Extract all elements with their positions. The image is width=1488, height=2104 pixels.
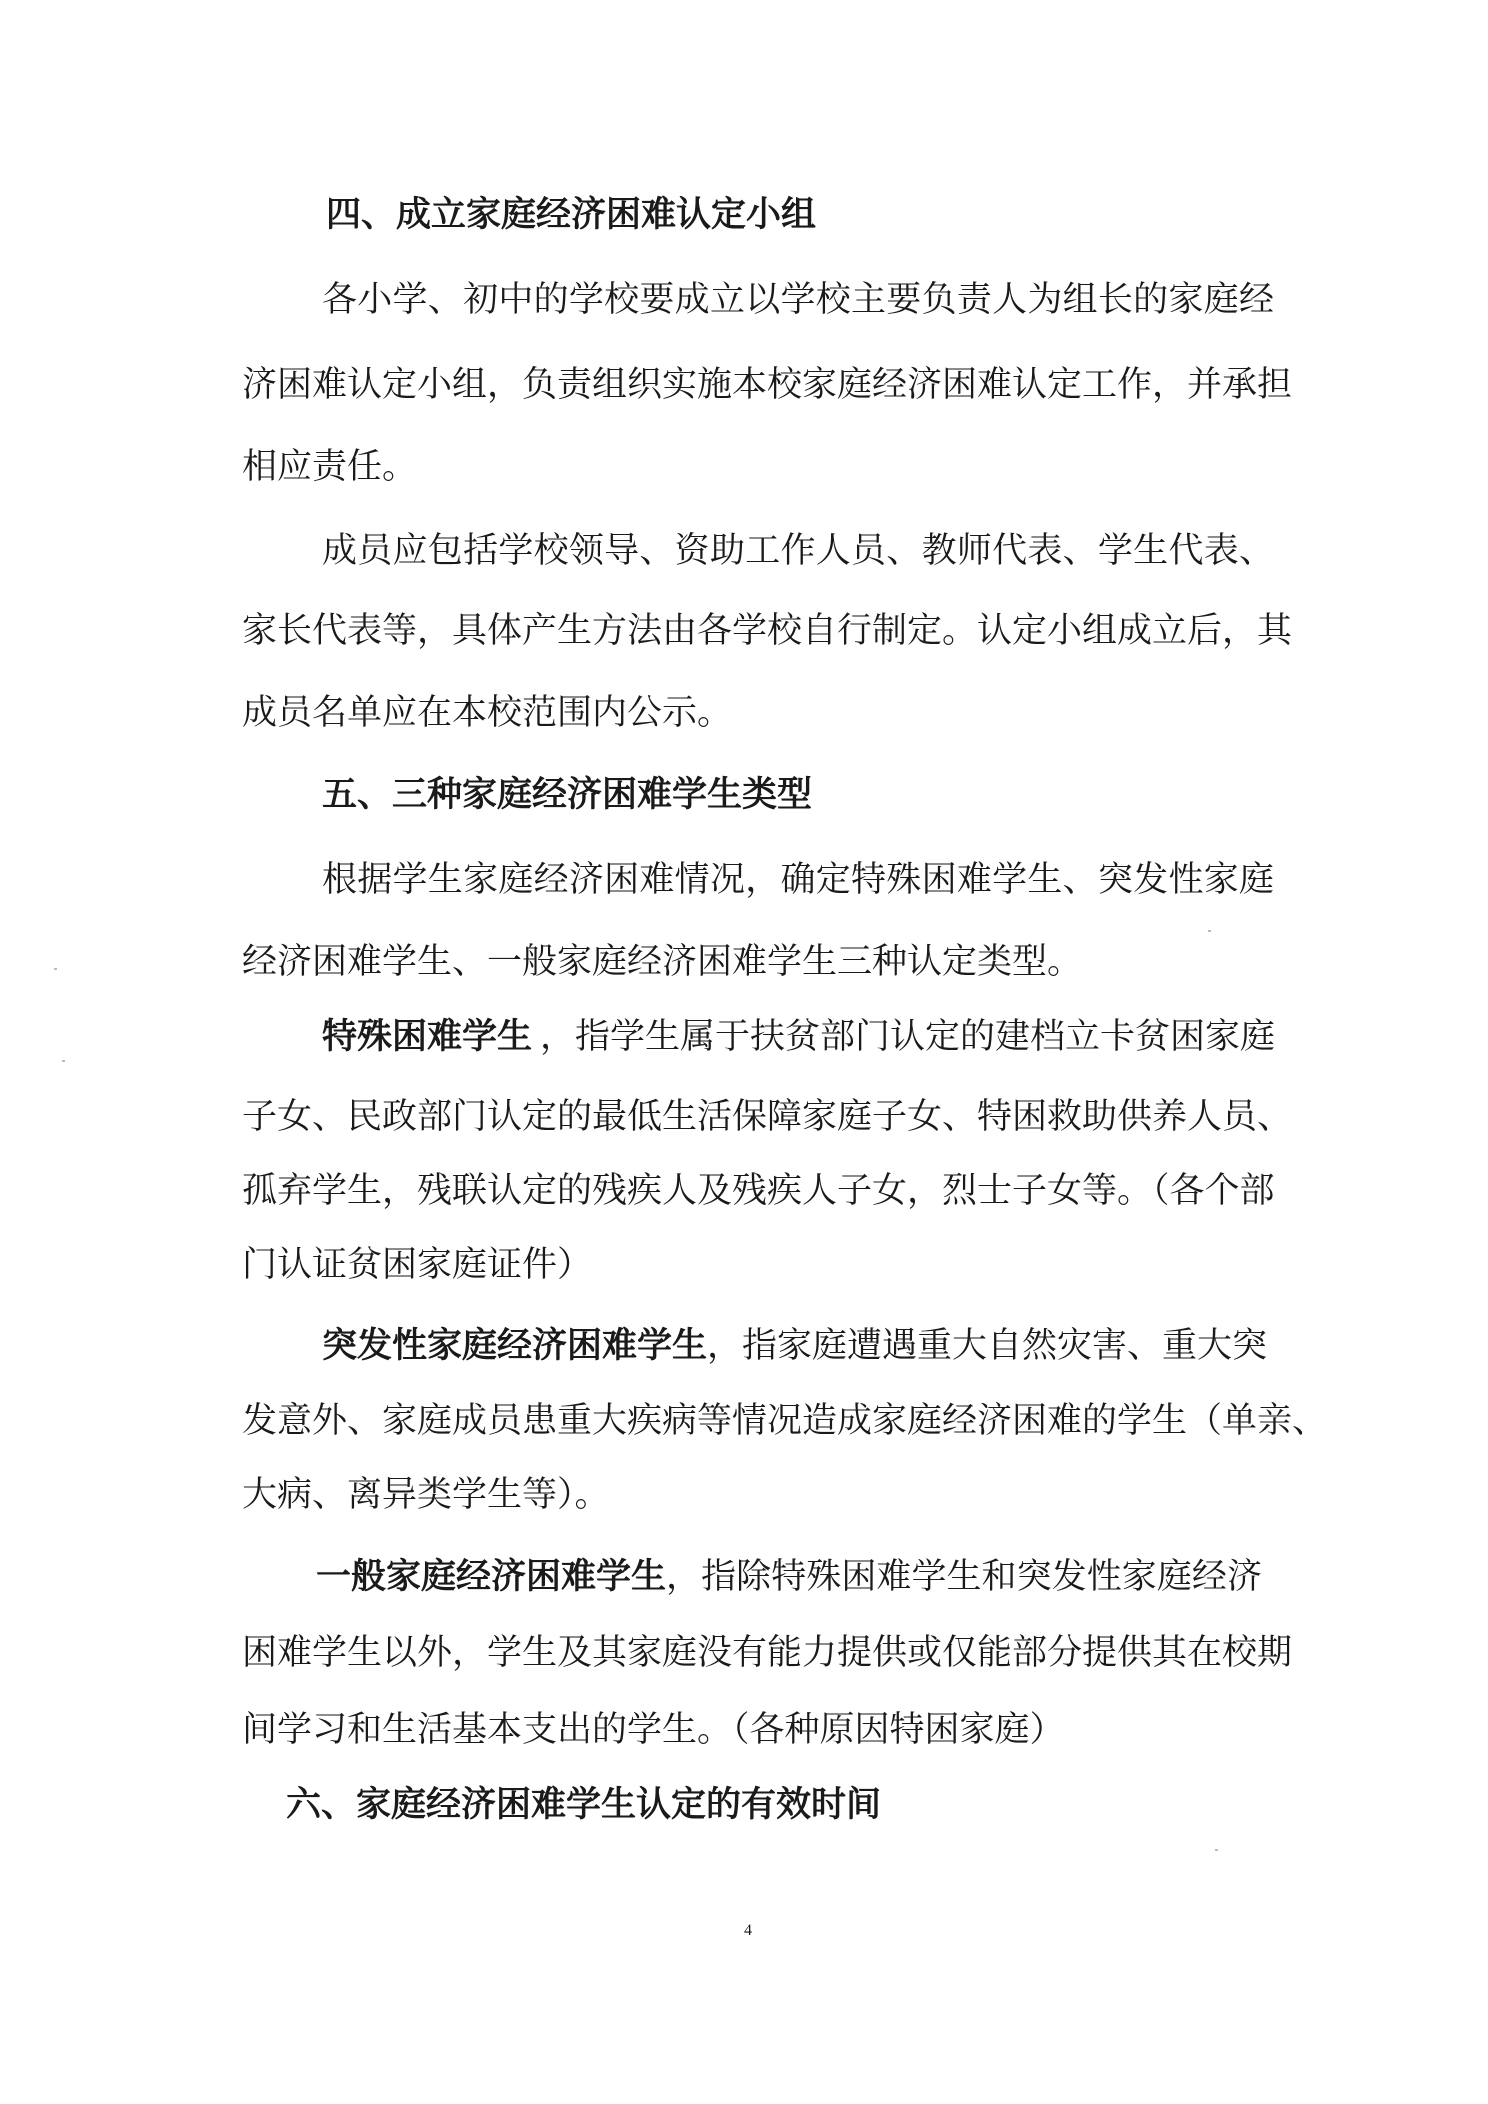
scan-speck <box>1215 1849 1218 1851</box>
paragraph-line: 各小学、初中的学校要成立以学校主要负责人为组长的家庭经 <box>322 280 1274 320</box>
paragraph-text: ，指家庭遭遇重大自然灾害、重大突 <box>707 1326 1268 1366</box>
scan-speck <box>1208 930 1211 932</box>
page-number: 4 <box>744 1922 752 1939</box>
paragraph-line <box>322 1324 1268 1368</box>
paragraph-line: 子女、民政部门认定的最低生活保障家庭子女、特困救助供养人员、 <box>242 1097 1293 1137</box>
paragraph-line: 孤弃学生，残联认定的残疾人及残疾人子女，烈士子女等。（各个部 <box>242 1171 1275 1211</box>
paragraph-line: 门认证贫困家庭证件） <box>242 1245 593 1285</box>
paragraph-line: 成员应包括学校领导、资助工作人员、教师代表、学生代表、 <box>322 531 1274 571</box>
section-heading-6: 六、家庭经济困难学生认定的有效时间 <box>286 1784 882 1825</box>
paragraph-line <box>322 1015 1274 1059</box>
paragraph-line: 困难学生以外，学生及其家庭没有能力提供或仅能部分提供其在校期 <box>242 1633 1293 1673</box>
paragraph-text: ，指除特殊困难学生和突发性家庭经济 <box>666 1557 1262 1597</box>
paragraph-line: 济困难认定小组，负责组织实施本校家庭经济困难认定工作，并承担 <box>242 365 1293 405</box>
term-special-hardship: 特殊困难学生 <box>322 1016 533 1057</box>
paragraph-line: 经济困难学生、一般家庭经济困难学生三种认定类型。 <box>242 942 1083 982</box>
paragraph-line: 根据学生家庭经济困难情况，确定特殊困难学生、突发性家庭 <box>322 860 1274 900</box>
term-general-hardship: 一般家庭经济困难学生 <box>316 1556 667 1597</box>
section-heading-5: 五、三种家庭经济困难学生类型 <box>322 774 813 815</box>
paragraph-line: 家长代表等，具体产生方法由各学校自行制定。认定小组成立后，其 <box>242 611 1293 651</box>
paragraph-line <box>316 1555 1262 1599</box>
paragraph-line: 间学习和生活基本支出的学生。（各种原因特困家庭） <box>242 1710 1065 1750</box>
scan-speck <box>54 968 57 970</box>
paragraph-line: 相应责任。 <box>242 447 418 487</box>
term-sudden-hardship: 突发性家庭经济困难学生 <box>322 1325 708 1366</box>
section-heading-4: 四、成立家庭经济困难认定小组 <box>326 194 817 235</box>
paragraph-line: 成员名单应在本校范围内公示。 <box>242 693 733 733</box>
scan-speck <box>62 1060 65 1062</box>
paragraph-line: 发意外、家庭成员患重大疾病等情况造成家庭经济困难的学生（单亲、 <box>242 1401 1328 1441</box>
paragraph-line: 大病、离异类学生等）。 <box>242 1475 610 1515</box>
paragraph-text: ，指学生属于扶贫部门认定的建档立卡贫困家庭 <box>540 1017 1276 1057</box>
